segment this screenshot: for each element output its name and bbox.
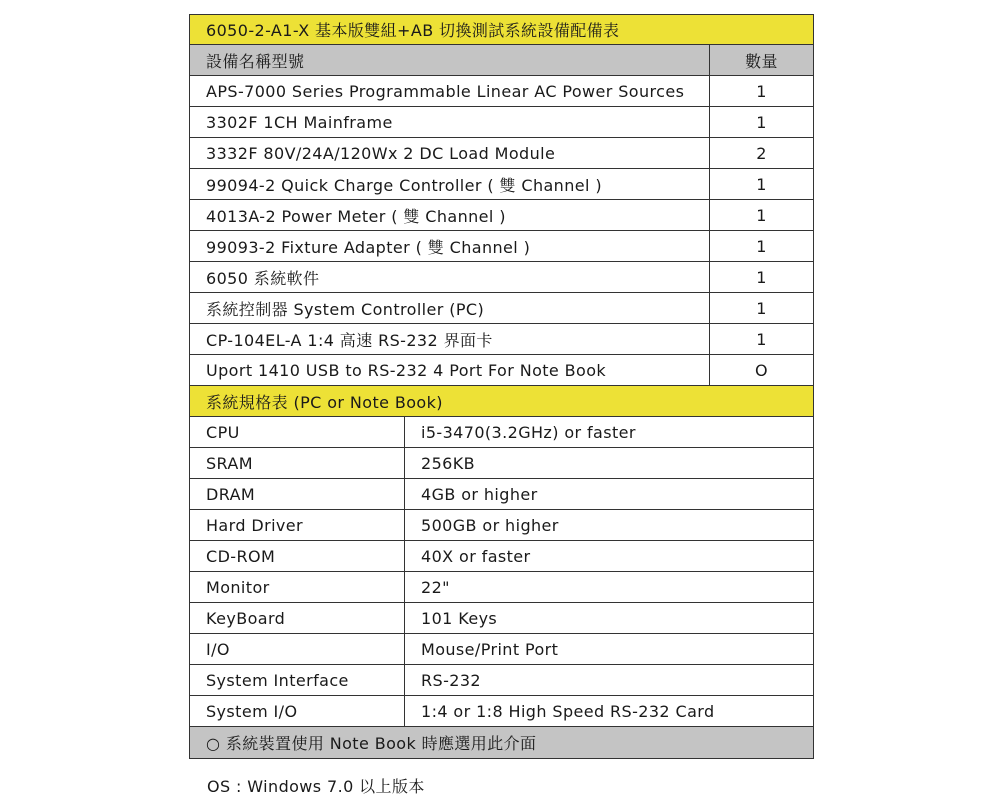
spec-value: 22": [421, 577, 450, 597]
spec-label: DRAM: [190, 479, 405, 509]
spec-row: [190, 696, 813, 727]
spec-row: [190, 541, 813, 572]
spec-value: 4GB or higher: [421, 484, 538, 504]
equipment-item-name: 99093-2 Fixture Adapter ( 雙 Channel ): [190, 231, 710, 261]
equipment-title-row: [190, 15, 813, 45]
spec-label: SRAM: [190, 448, 405, 478]
spec-value: Mouse/Print Port: [421, 639, 559, 659]
equipment-item-qty: 1: [756, 267, 767, 287]
equipment-row: [190, 138, 813, 169]
spec-label: CPU: [190, 417, 405, 447]
equipment-item-name: APS-7000 Series Programmable Linear AC Power Sources: [190, 76, 710, 106]
spec-row: [190, 572, 813, 603]
equipment-item-qty: 2: [756, 143, 767, 163]
equipment-item-qty: 1: [756, 236, 767, 256]
equipment-row: [190, 107, 813, 138]
spec-row: [190, 510, 813, 541]
equipment-item-qty: 1: [756, 81, 767, 101]
specs-title-row: [190, 386, 813, 417]
specs-footnote-row: [190, 727, 813, 758]
spec-value: 40X or faster: [421, 546, 531, 566]
specs-footnote: ○ 系統裝置使用 Note Book 時應選用此介面: [206, 734, 537, 753]
equipment-row: [190, 324, 813, 355]
spec-label: I/O: [190, 634, 405, 664]
spec-label: Monitor: [190, 572, 405, 602]
spec-value: RS-232: [421, 670, 481, 690]
equipment-item-qty: 1: [756, 205, 767, 225]
spec-row: [190, 479, 813, 510]
equipment-item-name: 6050 系統軟件: [190, 262, 710, 292]
equipment-title: 6050-2-A1-X 基本版雙組+AB 切換測試系統設備配備表: [206, 21, 620, 40]
specs-title: 系統規格表 (PC or Note Book): [206, 392, 443, 412]
equipment-item-name: 3332F 80V/24A/120Wx 2 DC Load Module: [190, 138, 710, 168]
equipment-row: [190, 262, 813, 293]
equipment-item-name: 3302F 1CH Mainframe: [190, 107, 710, 137]
equipment-item-qty: 1: [756, 329, 767, 349]
spec-row: [190, 665, 813, 696]
equipment-item-name: CP-104EL-A 1:4 高速 RS-232 界面卡: [190, 324, 710, 354]
equipment-row: [190, 293, 813, 324]
spec-label: Hard Driver: [190, 510, 405, 540]
spec-label: CD-ROM: [190, 541, 405, 571]
spec-label: KeyBoard: [190, 603, 405, 633]
spec-value: 101 Keys: [421, 608, 498, 628]
equipment-row: [190, 355, 813, 386]
spec-value: 256KB: [421, 453, 476, 473]
header-qty: 數量: [745, 51, 778, 71]
spec-value: i5-3470(3.2GHz) or faster: [421, 422, 636, 442]
equipment-spec-sheet: [189, 14, 814, 759]
spec-row: [190, 417, 813, 448]
equipment-row: [190, 76, 813, 107]
spec-value: 500GB or higher: [421, 515, 559, 535]
spec-value: 1:4 or 1:8 High Speed RS-232 Card: [421, 701, 715, 721]
equipment-row: [190, 200, 813, 231]
equipment-item-qty: 1: [756, 298, 767, 318]
equipment-header-row: [190, 45, 813, 76]
header-name: 設備名稱型號: [190, 45, 710, 75]
equipment-row: [190, 231, 813, 262]
spec-row: [190, 603, 813, 634]
equipment-item-qty: 1: [756, 112, 767, 132]
os-requirement: OS : Windows 7.0 以上版本: [207, 777, 425, 796]
spec-label: System Interface: [190, 665, 405, 695]
equipment-item-qty: O: [755, 360, 768, 380]
spec-label: System I/O: [190, 696, 405, 726]
spec-row: [190, 634, 813, 665]
equipment-item-name: Uport 1410 USB to RS-232 4 Port For Note Book: [190, 355, 710, 385]
equipment-item-qty: 1: [756, 174, 767, 194]
equipment-item-name: 系統控制器 System Controller (PC): [190, 293, 710, 323]
equipment-item-name: 4013A-2 Power Meter ( 雙 Channel ): [190, 200, 710, 230]
equipment-row: [190, 169, 813, 200]
spec-row: [190, 448, 813, 479]
equipment-item-name: 99094-2 Quick Charge Controller ( 雙 Channel ): [190, 169, 710, 199]
